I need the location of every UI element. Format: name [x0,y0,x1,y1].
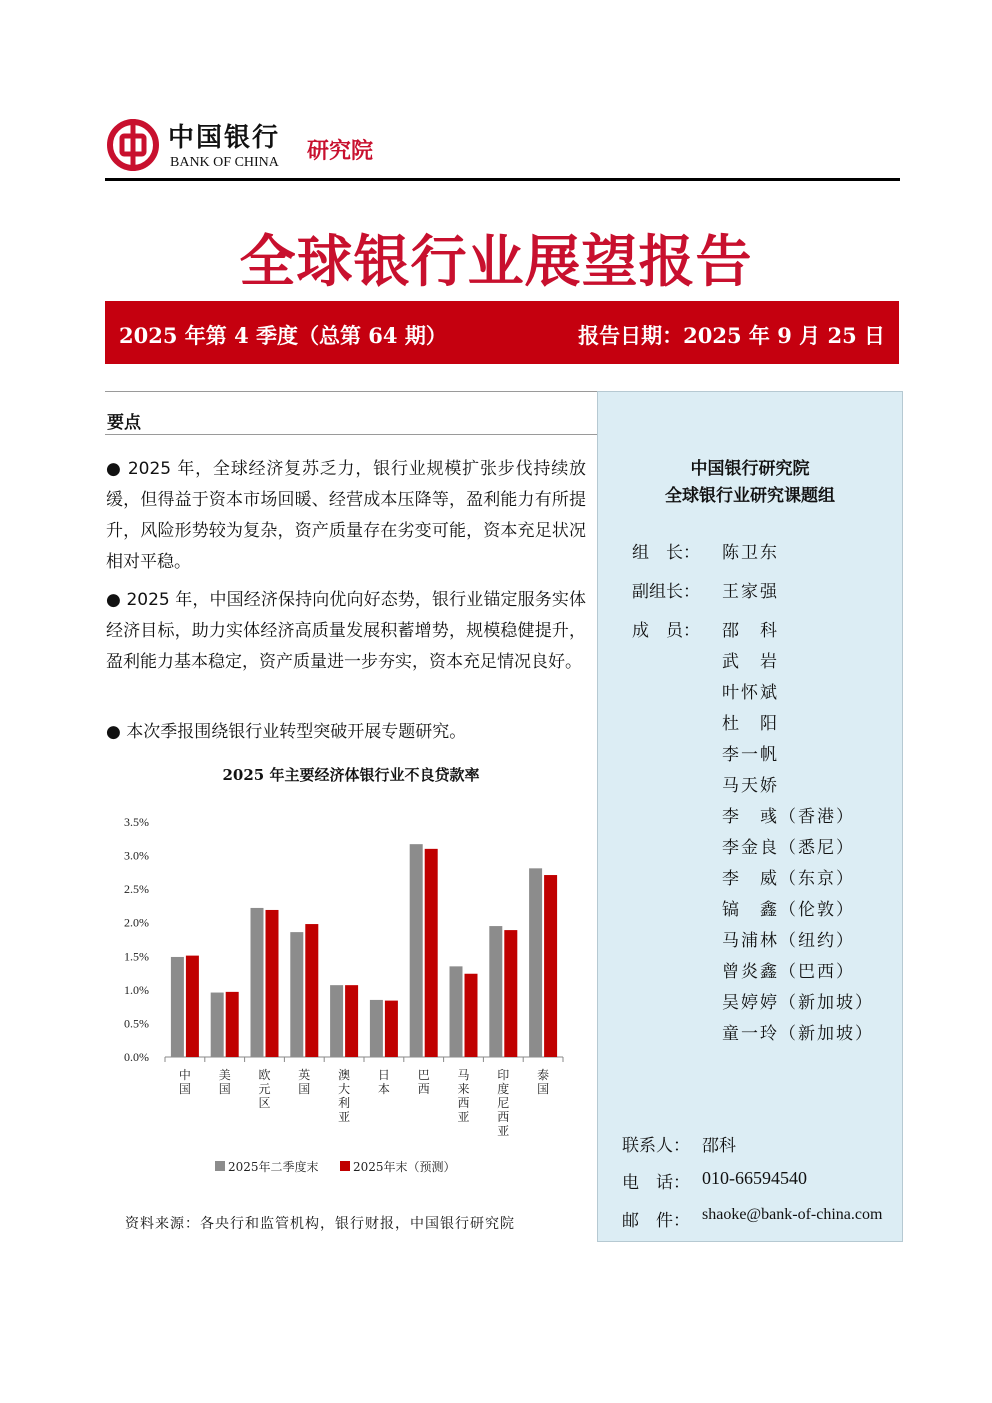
bar-q2 [450,966,463,1057]
bar-q2 [529,868,542,1057]
institute-name: 研究院 [307,139,374,164]
issue-number: 2025 年第 4 季度（总第 64 期） [119,323,447,348]
member-name: 李一帆 [722,745,779,765]
npl-ratio-bar-chart [105,800,597,1185]
legend-swatch [215,1161,225,1171]
bar-forecast [186,956,199,1057]
contact-row [622,1131,736,1156]
summary-heading: 要点 [107,413,141,433]
y-tick-label: 1.5% [124,949,149,964]
email-row [622,1206,883,1231]
phone-number: 010-66594540 [702,1168,807,1188]
y-tick-label: 0.5% [124,1016,149,1031]
summary-point: ● 本次季报围绕银行业转型突破开展专题研究。 [106,722,467,742]
sidebar-team-name: 全球银行业研究课题组 [665,486,835,506]
bar-q2 [330,985,343,1057]
email-label: 邮 件： [622,1211,690,1231]
legend-label: 2025年二季度末 [228,1160,319,1174]
bar-forecast [465,974,478,1057]
leader-label: 组 长： [632,543,700,563]
report-title: 全球银行业展望报告 [239,230,753,295]
data-source-note: 资料来源：各央行和监管机构，银行财报，中国银行研究院 [125,1216,515,1232]
y-tick-label: 2.5% [124,882,149,897]
member-name: 吴婷婷（新加坡） [722,993,874,1013]
members-label: 成 员： [632,621,700,641]
member-name: 马浦林（纽约） [722,931,855,951]
research-team-sidebar [597,391,903,1242]
logo-chinese-text: 中国银行 [168,123,281,153]
y-tick-label: 2.0% [124,915,149,930]
y-tick-label: 1.0% [124,982,149,997]
email-address[interactable]: shaoke@bank-of-china.com [702,1206,883,1223]
member-name: 叶怀斌 [722,683,779,703]
x-tick-label: 欧元区 [258,1068,271,1110]
bar-q2 [290,932,303,1057]
bar-forecast [226,992,239,1057]
member-name: 李 彧（香港） [722,807,855,827]
bar-q2 [211,993,224,1057]
bar-forecast [345,985,358,1057]
bar-q2 [370,1000,383,1057]
bar-forecast [425,849,438,1057]
bar-q2 [171,957,184,1057]
x-tick-label: 英国 [298,1068,311,1096]
bar-q2 [489,926,502,1057]
summary-point: ● 2025 年，全球经济复苏乏力，银行业规模扩张步伐持续放缓，但得益于资本市场回暖、经营成本压降等，盈利能力有所提升，风险形势较为复杂，资产质量存在劣变可能，资本充足状况相对平稳。 [106,459,586,572]
bar-forecast [266,910,279,1057]
member-name: 邵 科 [722,621,779,641]
y-tick-label: 3.5% [124,815,149,829]
x-tick-label: 中国 [178,1068,191,1096]
member-name: 曾炎鑫（巴西） [722,962,855,982]
deputy-name: 王家强 [722,582,779,602]
x-tick-label: 日本 [377,1068,390,1096]
x-tick-label: 巴西 [417,1068,430,1096]
summary-heading-rule [105,434,597,435]
member-name: 李 威（东京） [722,869,855,889]
member-name: 童一玲（新加坡） [722,1024,874,1044]
legend-swatch [340,1161,350,1171]
leader-name: 陈卫东 [722,543,779,563]
contact-label: 联系人： [622,1136,690,1156]
bar-q2 [410,844,423,1057]
legend-label: 2025年末（预测） [353,1160,456,1174]
member-name: 武 岩 [722,652,779,672]
phone-row [622,1168,807,1193]
bar-q2 [251,908,264,1057]
x-tick-label: 美国 [218,1068,231,1096]
issue-banner [105,301,899,364]
bar-forecast [385,1001,398,1057]
member-name: 马天娇 [722,776,779,796]
y-tick-label: 3.0% [124,848,149,863]
contact-name: 邵科 [702,1136,736,1156]
header-divider [105,178,900,181]
x-tick-label: 印度尼西亚 [497,1068,510,1138]
member-name: 李金良（悉尼） [722,838,855,858]
bar-forecast [305,924,318,1057]
x-tick-label: 澳大利亚 [338,1068,351,1124]
bank-of-china-logo-icon [107,119,159,171]
x-tick-label: 马来西亚 [457,1068,470,1124]
report-date: 报告日期：2025 年 9 月 25 日 [578,323,885,348]
sidebar-org-name: 中国银行研究院 [690,459,810,479]
member-name: 杜 阳 [722,714,779,734]
bar-forecast [504,930,517,1057]
chart-title: 2025 年主要经济体银行业不良贷款率 [222,766,480,784]
phone-label: 电 话： [622,1173,690,1193]
y-tick-label: 0.0% [124,1050,149,1064]
x-tick-label: 泰国 [537,1068,550,1096]
logo-english-text: BANK OF CHINA [170,155,279,170]
summary-point: ● 2025 年，中国经济保持向优向好态势，银行业锚定服务实体经济目标，助力实体经济高质量发展积蓄增势，规模稳健提升，盈利能力基本稳定，资产质量进一步夯实，资本充足情况良好。 [106,590,586,672]
member-name: 镐 鑫（伦敦） [722,900,855,920]
deputy-label: 副组长： [632,582,700,602]
summary-top-rule [105,391,597,392]
bar-forecast [544,875,557,1057]
